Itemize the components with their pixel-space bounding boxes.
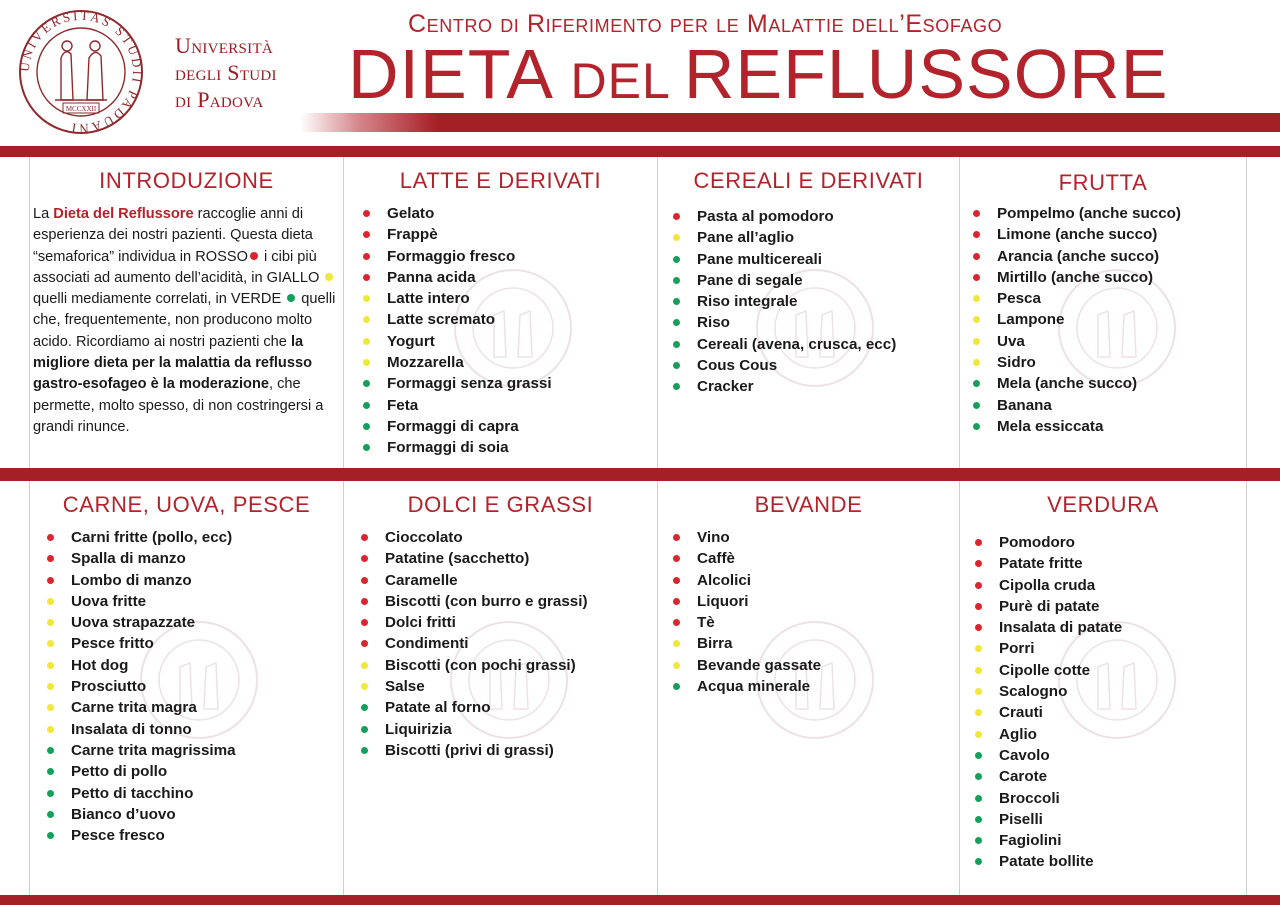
list-item-label: Pompelmo (anche succo): [997, 205, 1181, 222]
list-item-label: Frappè: [387, 226, 438, 244]
list-item: [45, 697, 236, 718]
list-item: [361, 416, 552, 437]
yellow-dot-icon: [363, 359, 370, 366]
list-item: [45, 570, 236, 591]
university-name: [175, 32, 277, 113]
panel-title: BEVANDE: [754, 492, 863, 517]
green-dot-icon: [47, 768, 54, 775]
list-item: [671, 612, 821, 633]
red-dot-icon: [975, 560, 982, 567]
list-item-label: Biscotti (con burro e grassi): [385, 592, 588, 610]
list-item: [973, 766, 1122, 787]
list-item: [671, 376, 896, 397]
list-item: [359, 719, 588, 740]
list-item: [973, 617, 1122, 638]
university-name-line3: di Padova: [175, 87, 264, 112]
list-item: [45, 633, 236, 654]
page-title-part2: DEL: [570, 53, 684, 109]
list-item: [971, 331, 1181, 352]
list-item: [45, 719, 236, 740]
green-dot-icon: [287, 294, 295, 302]
red-dot-icon: [363, 253, 370, 260]
item-list: [671, 527, 821, 697]
red-dot-icon: [973, 210, 980, 217]
list-item-label: Porri: [999, 640, 1035, 658]
list-item-label: Carne trita magra: [71, 699, 197, 717]
red-dot-icon: [361, 577, 368, 584]
list-item-label: Cavolo: [999, 746, 1050, 764]
red-dot-icon: [673, 555, 680, 562]
intro-text-6: , che permette, molto spesso, di non costringersi a grandi rinunce.: [33, 376, 324, 435]
list-item-label: Biscotti (con pochi grassi): [385, 656, 576, 674]
green-dot-icon: [361, 747, 368, 754]
green-dot-icon: [47, 790, 54, 797]
red-dot-icon: [361, 640, 368, 647]
yellow-dot-icon: [47, 726, 54, 733]
list-item: [45, 783, 236, 804]
item-list: [359, 527, 588, 761]
panel-title: VERDURA: [1047, 492, 1159, 517]
list-item-label: Mela (anche succo): [997, 375, 1138, 393]
list-item: [671, 355, 896, 376]
green-dot-icon: [363, 380, 370, 387]
list-item-label: Carote: [999, 768, 1048, 786]
green-dot-icon: [973, 402, 980, 409]
list-item-label: Liquirizia: [385, 720, 452, 738]
list-item: [971, 416, 1181, 437]
list-item: [361, 352, 552, 373]
list-item-label: Vino: [697, 529, 730, 546]
list-item-label: Riso integrale: [697, 293, 798, 311]
list-item: [671, 570, 821, 591]
list-item: [45, 591, 236, 612]
list-item: [973, 851, 1122, 872]
list-item: [361, 437, 552, 458]
yellow-dot-icon: [975, 667, 982, 674]
list-item: [973, 809, 1122, 830]
green-dot-icon: [973, 380, 980, 387]
yellow-dot-icon: [47, 662, 54, 669]
list-item: [359, 676, 588, 697]
list-item: [359, 612, 588, 633]
list-item: [359, 633, 588, 654]
yellow-dot-icon: [975, 688, 982, 695]
list-item: [45, 740, 236, 761]
list-item: [973, 532, 1122, 553]
yellow-dot-icon: [973, 295, 980, 302]
list-item-label: Alcolici: [697, 571, 752, 589]
yellow-dot-icon: [363, 295, 370, 302]
page-title-part1: DIETA: [348, 35, 571, 113]
yellow-dot-icon: [973, 359, 980, 366]
panel-title: FRUTTA: [1058, 170, 1148, 195]
list-item-label: Bianco d’uovo: [71, 805, 176, 823]
green-dot-icon: [361, 726, 368, 733]
intro-paragraph: [33, 204, 345, 438]
list-item: [973, 745, 1122, 766]
green-dot-icon: [363, 402, 370, 409]
red-dot-icon: [361, 534, 368, 541]
list-item-label: Piselli: [999, 810, 1043, 828]
green-dot-icon: [975, 837, 982, 844]
list-item-label: Formaggi di capra: [387, 417, 519, 435]
list-item: [973, 575, 1122, 596]
list-item-label: Lampone: [997, 311, 1065, 329]
intro-text-5: quelli che, frequentemente, non producono molto acido. Ricordiamo ai nostri pazienti che: [33, 291, 336, 350]
red-dot-icon: [673, 577, 680, 584]
green-dot-icon: [975, 816, 982, 823]
green-dot-icon: [973, 423, 980, 430]
list-item: [971, 288, 1181, 309]
divider-bar-top: [0, 146, 1280, 157]
list-item-label: Petto di tacchino: [71, 784, 194, 802]
green-dot-icon: [673, 298, 680, 305]
list-item: [671, 633, 821, 654]
intro-text-1: La: [33, 206, 54, 222]
green-dot-icon: [975, 773, 982, 780]
red-dot-icon: [47, 534, 54, 541]
list-item: [359, 548, 588, 569]
list-item: [971, 267, 1181, 288]
list-item: [973, 638, 1122, 659]
list-item-label: Formaggi di soia: [387, 439, 509, 457]
yellow-dot-icon: [361, 683, 368, 690]
list-item: [973, 553, 1122, 574]
red-dot-icon: [363, 210, 370, 217]
red-dot-icon: [975, 603, 982, 610]
list-item-label: Latte intero: [387, 290, 470, 308]
list-item: [971, 352, 1181, 373]
list-item-label: Spalla di manzo: [71, 550, 186, 568]
list-item-label: Cracker: [697, 378, 754, 396]
page-title-part3: REFLUSSORE: [683, 35, 1169, 113]
red-dot-icon: [673, 534, 680, 541]
list-item-label: Carne trita magrissima: [71, 741, 236, 759]
yellow-dot-icon: [47, 598, 54, 605]
panel-title: INTRODUZIONE: [99, 168, 274, 193]
list-item-label: Pane multicereali: [697, 250, 822, 268]
seal-year: MCCXXII: [65, 105, 97, 113]
list-item-label: Bevande gassate: [697, 656, 822, 674]
list-item-label: Arancia (anche succo): [997, 247, 1160, 265]
panel-title: CARNE, UOVA, PESCE: [62, 492, 311, 517]
list-item-label: Tè: [697, 614, 715, 632]
list-item-label: Birra: [697, 635, 733, 653]
list-item-label: Cioccolato: [385, 529, 463, 546]
list-item-label: Caramelle: [385, 571, 458, 589]
list-item: [671, 312, 896, 333]
list-item: [45, 804, 236, 825]
green-dot-icon: [363, 444, 370, 451]
red-dot-icon: [973, 231, 980, 238]
green-dot-icon: [47, 747, 54, 754]
header: [0, 0, 1280, 145]
divider-bar-bottom: [0, 895, 1280, 905]
list-item-label: Dolci fritti: [385, 614, 456, 632]
list-item: [45, 761, 236, 782]
list-item: [361, 309, 552, 330]
list-item-label: Patate fritte: [999, 555, 1083, 573]
green-dot-icon: [975, 795, 982, 802]
list-item-label: Panna acida: [387, 268, 476, 286]
list-item-label: Patate al forno: [385, 699, 491, 717]
intro-text-2: raccoglie anni di esperienza dei nostri pazienti. Questa dieta “semaforica” individua in ROSSO: [33, 206, 313, 265]
green-dot-icon: [673, 362, 680, 369]
yellow-dot-icon: [973, 316, 980, 323]
list-item-label: Yogurt: [387, 332, 435, 350]
list-item-label: Biscotti (privi di grassi): [385, 741, 554, 759]
list-item-label: Patate bollite: [999, 853, 1094, 871]
list-item: [973, 788, 1122, 809]
yellow-dot-icon: [975, 709, 982, 716]
yellow-dot-icon: [361, 662, 368, 669]
list-item: [971, 203, 1181, 224]
panel-title: LATTE E DERIVATI: [399, 168, 602, 193]
list-item: [359, 655, 588, 676]
panel-bevande: [658, 481, 960, 895]
list-item: [671, 291, 896, 312]
green-dot-icon: [673, 683, 680, 690]
list-item-label: Latte scremato: [387, 311, 496, 329]
panel-title: DOLCI E GRASSI: [407, 492, 594, 517]
list-item-label: Lombo di manzo: [71, 571, 192, 589]
yellow-dot-icon: [47, 640, 54, 647]
list-item: [671, 591, 821, 612]
list-item-label: Formaggi senza grassi: [387, 375, 552, 393]
green-dot-icon: [975, 752, 982, 759]
intro-text-3: i cibi più associati ad aumento dell’acidità, in GIALLO: [33, 248, 320, 286]
list-item: [671, 334, 896, 355]
panel-verdura: [960, 481, 1247, 895]
green-dot-icon: [47, 811, 54, 818]
list-item-label: Riso: [697, 314, 730, 332]
list-item: [359, 697, 588, 718]
list-item-label: Hot dog: [71, 656, 129, 674]
list-item-label: Cereali (avena, crusca, ecc): [697, 335, 897, 353]
list-item: [671, 655, 821, 676]
red-dot-icon: [363, 274, 370, 281]
list-item-label: Acqua minerale: [697, 678, 811, 696]
list-item-label: Limone (anche succo): [997, 226, 1158, 244]
list-item-label: Feta: [387, 396, 419, 414]
yellow-dot-icon: [673, 662, 680, 669]
item-list: [973, 532, 1122, 873]
list-item-label: Pasta al pomodoro: [697, 208, 834, 225]
list-item-label: Prosciutto: [71, 678, 147, 696]
item-list: [45, 527, 236, 846]
yellow-dot-icon: [47, 683, 54, 690]
green-dot-icon: [673, 341, 680, 348]
intro-highlight: Dieta del Reflussore: [53, 206, 194, 222]
list-item: [361, 373, 552, 394]
panel-carne: [29, 481, 344, 895]
list-item-label: Insalata di patate: [999, 619, 1123, 637]
list-item-label: Pomodoro: [999, 534, 1075, 551]
list-item-label: Pesca: [997, 290, 1041, 308]
list-item: [359, 740, 588, 761]
list-item: [361, 288, 552, 309]
red-dot-icon: [361, 555, 368, 562]
green-dot-icon: [673, 256, 680, 263]
green-dot-icon: [361, 704, 368, 711]
list-item: [671, 270, 896, 291]
list-item: [359, 570, 588, 591]
list-item-label: Uva: [997, 332, 1025, 350]
intro-text-4: quelli mediamente correlati, in VERDE: [33, 291, 282, 308]
list-item: [361, 267, 552, 288]
red-dot-icon: [973, 274, 980, 281]
list-item-label: Mirtillo (anche succo): [997, 268, 1154, 286]
divider-bar-middle: [0, 468, 1280, 481]
list-item-label: Broccoli: [999, 789, 1060, 807]
list-item: [45, 548, 236, 569]
list-item-label: Pesce fresco: [71, 827, 165, 845]
list-item: [671, 676, 821, 697]
red-dot-icon: [673, 598, 680, 605]
list-item-label: Liquori: [697, 592, 749, 610]
list-item: [45, 655, 236, 676]
list-item-label: Purè di patate: [999, 597, 1100, 615]
list-item: [973, 830, 1122, 851]
list-item-label: Uova strapazzate: [71, 614, 196, 632]
list-item: [671, 249, 896, 270]
university-name-line1: Università: [175, 33, 274, 58]
list-item: [971, 309, 1181, 330]
panel-title: CEREALI E DERIVATI: [693, 168, 924, 193]
yellow-dot-icon: [47, 704, 54, 711]
list-item-label: Banana: [997, 396, 1052, 414]
yellow-dot-icon: [363, 338, 370, 345]
green-dot-icon: [673, 319, 680, 326]
red-dot-icon: [973, 253, 980, 260]
red-dot-icon: [673, 213, 680, 220]
svg-text:UNIVERSITAS STUDII PADUANI: [17, 8, 145, 136]
yellow-dot-icon: [673, 234, 680, 241]
red-dot-icon: [47, 577, 54, 584]
list-item: [45, 676, 236, 697]
yellow-dot-icon: [973, 338, 980, 345]
yellow-dot-icon: [325, 273, 333, 281]
yellow-dot-icon: [363, 316, 370, 323]
seal-ring-text: UNIVERSITAS STUDII PADUANI: [17, 8, 145, 136]
yellow-dot-icon: [47, 619, 54, 626]
list-item-label: Pesce fritto: [71, 635, 154, 653]
list-item-label: Mela essiccata: [997, 417, 1104, 435]
list-item: [973, 596, 1122, 617]
list-item: [971, 224, 1181, 245]
list-item: [361, 395, 552, 416]
red-dot-icon: [250, 252, 258, 260]
list-item-label: Caffè: [697, 550, 735, 568]
list-item-label: Mozzarella: [387, 354, 464, 372]
yellow-dot-icon: [975, 731, 982, 738]
red-dot-icon: [975, 624, 982, 631]
list-item-label: Insalata di tonno: [71, 720, 192, 738]
list-item: [671, 227, 896, 248]
list-item-label: Formaggio fresco: [387, 247, 516, 265]
list-item-label: Salse: [385, 678, 425, 696]
list-item: [361, 224, 552, 245]
red-dot-icon: [975, 539, 982, 546]
panel-frutta: [960, 157, 1247, 468]
green-dot-icon: [47, 832, 54, 839]
list-item-label: Patatine (sacchetto): [385, 550, 530, 568]
header-stripe: [300, 113, 1280, 132]
university-name-line2: degli Studi: [175, 60, 277, 85]
red-dot-icon: [361, 619, 368, 626]
list-item: [671, 206, 896, 227]
yellow-dot-icon: [673, 640, 680, 647]
list-item: [973, 724, 1122, 745]
item-list: [361, 203, 552, 459]
list-item-label: Scalogno: [999, 683, 1068, 701]
list-item: [361, 203, 552, 224]
list-item: [671, 548, 821, 569]
list-item-label: Condimenti: [385, 635, 469, 653]
list-item: [671, 527, 821, 548]
list-item: [359, 527, 588, 548]
red-dot-icon: [363, 231, 370, 238]
list-item-label: Uova fritte: [71, 592, 147, 610]
panel-latte: [344, 157, 658, 468]
university-seal-icon: [17, 8, 145, 136]
list-item-label: Cous Cous: [697, 357, 778, 375]
list-item: [361, 246, 552, 267]
intro-bold-text: la migliore dieta per la malattia da reflusso gastro-esofageo è la moderazione: [33, 333, 312, 393]
list-item-label: Aglio: [999, 725, 1037, 743]
page-title: [348, 36, 1168, 119]
list-item-label: Fagiolini: [999, 832, 1062, 850]
list-item: [45, 612, 236, 633]
list-item-label: Cipolle cotte: [999, 661, 1091, 679]
list-item: [973, 681, 1122, 702]
green-dot-icon: [363, 423, 370, 430]
list-item-label: Cipolla cruda: [999, 576, 1096, 594]
red-dot-icon: [673, 619, 680, 626]
list-item: [973, 702, 1122, 723]
list-item: [971, 246, 1181, 267]
list-item-label: Crauti: [999, 704, 1043, 722]
list-item: [359, 591, 588, 612]
list-item-label: Carni fritte (pollo, ecc): [71, 529, 233, 546]
center-title: Centro di Riferimento per le Malattie dell’Esofago: [408, 10, 1003, 38]
list-item-label: Gelato: [387, 205, 435, 222]
item-list: [671, 206, 896, 398]
list-item: [45, 825, 236, 846]
list-item-label: Petto di pollo: [71, 763, 168, 781]
red-dot-icon: [47, 555, 54, 562]
list-item-label: Pane di segale: [697, 271, 803, 289]
list-item: [361, 331, 552, 352]
list-item: [45, 527, 236, 548]
panel-cereali: [658, 157, 960, 468]
item-list: [971, 203, 1181, 437]
green-dot-icon: [673, 383, 680, 390]
red-dot-icon: [361, 598, 368, 605]
green-dot-icon: [975, 858, 982, 865]
list-item: [971, 395, 1181, 416]
yellow-dot-icon: [975, 645, 982, 652]
list-item: [971, 373, 1181, 394]
green-dot-icon: [673, 277, 680, 284]
red-dot-icon: [975, 582, 982, 589]
list-item: [973, 660, 1122, 681]
panel-dolci: [344, 481, 658, 895]
list-item-label: Sidro: [997, 354, 1036, 372]
list-item-label: Pane all’aglio: [697, 229, 795, 247]
